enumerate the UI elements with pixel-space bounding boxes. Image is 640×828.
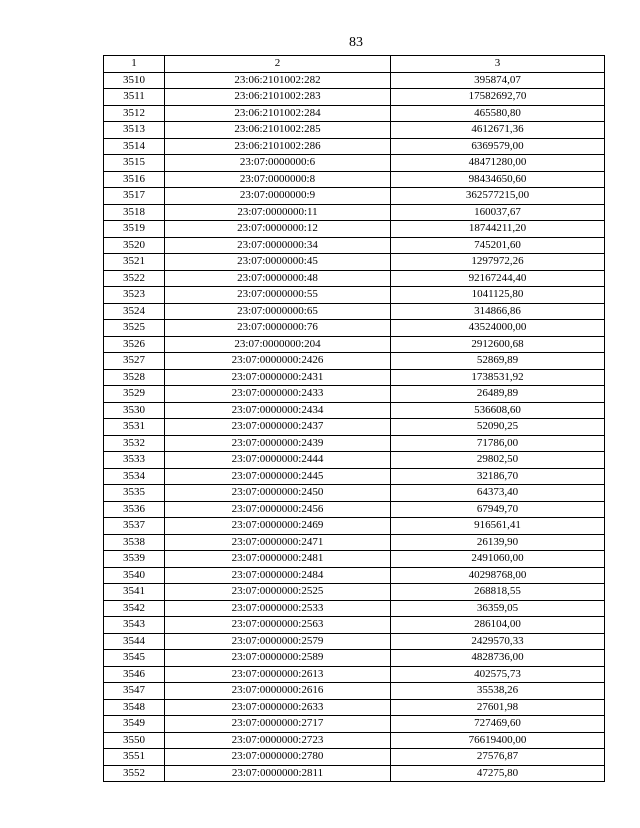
cadastral-number-cell: 23:07:0000000:12 (165, 221, 391, 238)
value-cell: 727469,60 (391, 716, 605, 733)
cadastral-number-cell: 23:07:0000000:11 (165, 204, 391, 221)
value-cell: 160037,67 (391, 204, 605, 221)
value-cell: 1041125,80 (391, 287, 605, 304)
table-row (104, 188, 605, 205)
table-row (104, 171, 605, 188)
table-row (104, 336, 605, 353)
row-number-cell: 3522 (104, 270, 165, 287)
table-row (104, 122, 605, 139)
row-number-cell: 3550 (104, 732, 165, 749)
table-row (104, 732, 605, 749)
value-cell: 27601,98 (391, 699, 605, 716)
cadastral-number-cell: 23:07:0000000:2533 (165, 600, 391, 617)
table-row (104, 270, 605, 287)
row-number-cell: 3515 (104, 155, 165, 172)
cadastral-number-cell: 23:07:0000000:2723 (165, 732, 391, 749)
value-cell: 268818,55 (391, 584, 605, 601)
table-row (104, 567, 605, 584)
cadastral-number-cell: 23:07:0000000:2613 (165, 666, 391, 683)
table-row (104, 419, 605, 436)
table-row (104, 749, 605, 766)
cadastral-number-cell: 23:07:0000000:2439 (165, 435, 391, 452)
row-number-cell: 3517 (104, 188, 165, 205)
row-number-cell: 3538 (104, 534, 165, 551)
table-row (104, 353, 605, 370)
row-number-cell: 3535 (104, 485, 165, 502)
row-number-cell: 3546 (104, 666, 165, 683)
table-row (104, 369, 605, 386)
value-cell: 27576,87 (391, 749, 605, 766)
row-number-cell: 3516 (104, 171, 165, 188)
cadastral-number-cell: 23:07:0000000:2616 (165, 683, 391, 700)
value-cell: 32186,70 (391, 468, 605, 485)
row-number-cell: 3519 (104, 221, 165, 238)
value-cell: 36359,05 (391, 600, 605, 617)
cadastral-number-cell: 23:07:0000000:2445 (165, 468, 391, 485)
cadastral-number-cell: 23:07:0000000:2484 (165, 567, 391, 584)
table-row (104, 518, 605, 535)
row-number-cell: 3548 (104, 699, 165, 716)
table-row (104, 435, 605, 452)
value-cell: 1738531,92 (391, 369, 605, 386)
table-row (104, 683, 605, 700)
value-cell: 745201,60 (391, 237, 605, 254)
row-number-cell: 3533 (104, 452, 165, 469)
cadastral-number-cell: 23:07:0000000:2481 (165, 551, 391, 568)
row-number-cell: 3512 (104, 105, 165, 122)
row-number-cell: 3514 (104, 138, 165, 155)
value-cell: 26489,89 (391, 386, 605, 403)
value-cell: 1297972,26 (391, 254, 605, 271)
value-cell: 64373,40 (391, 485, 605, 502)
row-number-cell: 3521 (104, 254, 165, 271)
value-cell: 67949,70 (391, 501, 605, 518)
row-number-cell: 3539 (104, 551, 165, 568)
cadastral-number-cell: 23:07:0000000:2434 (165, 402, 391, 419)
cadastral-number-cell: 23:07:0000000:34 (165, 237, 391, 254)
table-row (104, 89, 605, 106)
cadastral-number-cell: 23:07:0000000:2444 (165, 452, 391, 469)
table-row (104, 452, 605, 469)
cadastral-number-cell: 23:07:0000000:2563 (165, 617, 391, 634)
row-number-cell: 3537 (104, 518, 165, 535)
table-row (104, 402, 605, 419)
value-cell: 4828736,00 (391, 650, 605, 667)
table-row (104, 72, 605, 89)
value-cell: 92167244,40 (391, 270, 605, 287)
table-row (104, 551, 605, 568)
table-row (104, 501, 605, 518)
value-cell: 536608,60 (391, 402, 605, 419)
cadastral-number-cell: 23:07:0000000:2811 (165, 765, 391, 782)
value-cell: 29802,50 (391, 452, 605, 469)
value-cell: 17582692,70 (391, 89, 605, 106)
cadastral-number-cell: 23:07:0000000:2525 (165, 584, 391, 601)
cadastral-number-cell: 23:07:0000000:76 (165, 320, 391, 337)
cadastral-number-cell: 23:07:0000000:9 (165, 188, 391, 205)
value-cell: 402575,73 (391, 666, 605, 683)
value-cell: 6369579,00 (391, 138, 605, 155)
row-number-cell: 3524 (104, 303, 165, 320)
row-number-cell: 3544 (104, 633, 165, 650)
cadastral-number-cell: 23:07:0000000:2426 (165, 353, 391, 370)
table-row (104, 666, 605, 683)
value-cell: 52090,25 (391, 419, 605, 436)
cadastral-number-cell: 23:07:0000000:204 (165, 336, 391, 353)
cadastral-number-cell: 23:07:0000000:65 (165, 303, 391, 320)
cadastral-number-cell: 23:07:0000000:2589 (165, 650, 391, 667)
cadastral-number-cell: 23:07:0000000:6 (165, 155, 391, 172)
cadastral-number-cell: 23:06:2101002:284 (165, 105, 391, 122)
row-number-cell: 3547 (104, 683, 165, 700)
value-cell: 47275,80 (391, 765, 605, 782)
row-number-cell: 3511 (104, 89, 165, 106)
value-cell: 26139,90 (391, 534, 605, 551)
row-number-cell: 3510 (104, 72, 165, 89)
table-row (104, 303, 605, 320)
cadastral-number-cell: 23:07:0000000:2431 (165, 369, 391, 386)
row-number-cell: 3529 (104, 386, 165, 403)
page-number: 83 (349, 35, 363, 50)
table-row (104, 699, 605, 716)
row-number-cell: 3542 (104, 600, 165, 617)
cadastral-number-cell: 23:07:0000000:2780 (165, 749, 391, 766)
row-number-cell: 3536 (104, 501, 165, 518)
row-number-cell: 3526 (104, 336, 165, 353)
table-row (104, 105, 605, 122)
table-row (104, 534, 605, 551)
cadastral-number-cell: 23:07:0000000:2437 (165, 419, 391, 436)
data-table (103, 55, 605, 782)
column-header: 3 (391, 56, 605, 73)
value-cell: 4612671,36 (391, 122, 605, 139)
row-number-cell: 3545 (104, 650, 165, 667)
row-number-cell: 3527 (104, 353, 165, 370)
row-number-cell: 3532 (104, 435, 165, 452)
cadastral-number-cell: 23:07:0000000:2469 (165, 518, 391, 535)
value-cell: 52869,89 (391, 353, 605, 370)
cadastral-number-cell: 23:07:0000000:2450 (165, 485, 391, 502)
table-row (104, 485, 605, 502)
row-number-cell: 3534 (104, 468, 165, 485)
cadastral-number-cell: 23:07:0000000:8 (165, 171, 391, 188)
row-number-cell: 3525 (104, 320, 165, 337)
row-number-cell: 3513 (104, 122, 165, 139)
table-row (104, 237, 605, 254)
cadastral-number-cell: 23:07:0000000:2579 (165, 633, 391, 650)
row-number-cell: 3540 (104, 567, 165, 584)
cadastral-number-cell: 23:07:0000000:2433 (165, 386, 391, 403)
value-cell: 48471280,00 (391, 155, 605, 172)
table-row (104, 221, 605, 238)
cadastral-number-cell: 23:07:0000000:48 (165, 270, 391, 287)
row-number-cell: 3528 (104, 369, 165, 386)
value-cell: 286104,00 (391, 617, 605, 634)
value-cell: 2429570,33 (391, 633, 605, 650)
table-row (104, 617, 605, 634)
table-row (104, 633, 605, 650)
row-number-cell: 3520 (104, 237, 165, 254)
table-row (104, 254, 605, 271)
value-cell: 314866,86 (391, 303, 605, 320)
row-number-cell: 3541 (104, 584, 165, 601)
table-row (104, 600, 605, 617)
table-body (104, 72, 605, 782)
cadastral-number-cell: 23:06:2101002:286 (165, 138, 391, 155)
value-cell: 35538,26 (391, 683, 605, 700)
cadastral-number-cell: 23:06:2101002:285 (165, 122, 391, 139)
table-row (104, 287, 605, 304)
row-number-cell: 3518 (104, 204, 165, 221)
table-row (104, 468, 605, 485)
column-header: 1 (104, 56, 165, 73)
cadastral-number-cell: 23:07:0000000:55 (165, 287, 391, 304)
value-cell: 40298768,00 (391, 567, 605, 584)
row-number-cell: 3531 (104, 419, 165, 436)
table-row (104, 716, 605, 733)
table-row (104, 155, 605, 172)
row-number-cell: 3552 (104, 765, 165, 782)
table-row (104, 138, 605, 155)
value-cell: 2491060,00 (391, 551, 605, 568)
value-cell: 2912600,68 (391, 336, 605, 353)
header-row (104, 56, 605, 73)
value-cell: 43524000,00 (391, 320, 605, 337)
cadastral-number-cell: 23:07:0000000:2456 (165, 501, 391, 518)
table-row (104, 584, 605, 601)
row-number-cell: 3551 (104, 749, 165, 766)
cadastral-number-cell: 23:06:2101002:283 (165, 89, 391, 106)
row-number-cell: 3543 (104, 617, 165, 634)
column-header: 2 (165, 56, 391, 73)
row-number-cell: 3549 (104, 716, 165, 733)
value-cell: 71786,00 (391, 435, 605, 452)
row-number-cell: 3523 (104, 287, 165, 304)
table-row (104, 386, 605, 403)
cadastral-number-cell: 23:07:0000000:45 (165, 254, 391, 271)
table-row (104, 204, 605, 221)
table-row (104, 650, 605, 667)
value-cell: 916561,41 (391, 518, 605, 535)
value-cell: 98434650,60 (391, 171, 605, 188)
value-cell: 76619400,00 (391, 732, 605, 749)
cadastral-number-cell: 23:06:2101002:282 (165, 72, 391, 89)
value-cell: 18744211,20 (391, 221, 605, 238)
row-number-cell: 3530 (104, 402, 165, 419)
cadastral-number-cell: 23:07:0000000:2633 (165, 699, 391, 716)
value-cell: 465580,80 (391, 105, 605, 122)
value-cell: 362577215,00 (391, 188, 605, 205)
cadastral-number-cell: 23:07:0000000:2717 (165, 716, 391, 733)
cadastral-number-cell: 23:07:0000000:2471 (165, 534, 391, 551)
value-cell: 395874,07 (391, 72, 605, 89)
table-row (104, 765, 605, 782)
table-header (104, 56, 605, 73)
table-row (104, 320, 605, 337)
